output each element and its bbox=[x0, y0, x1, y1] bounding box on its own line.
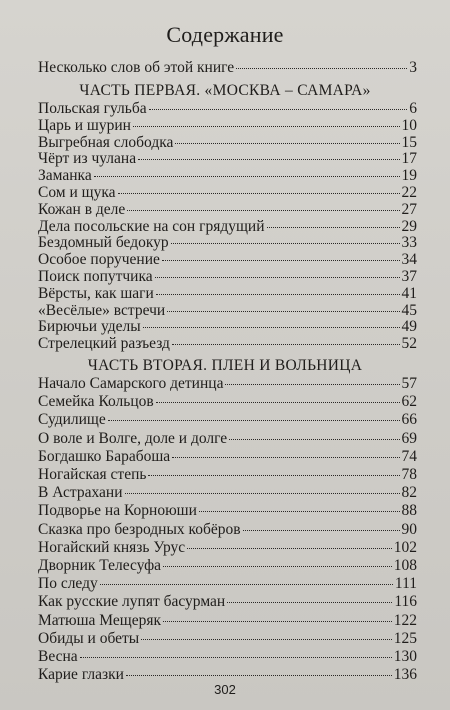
toc-entry bbox=[38, 335, 417, 353]
toc-entry-label: Вёрсты, как шаги bbox=[38, 284, 154, 302]
toc-entry-label: Стрелецкий разъезд bbox=[38, 335, 170, 353]
toc-entry bbox=[38, 167, 417, 185]
leader-dots bbox=[133, 126, 400, 127]
leader-dots bbox=[163, 621, 392, 622]
toc-entry-page: 116 bbox=[394, 593, 417, 611]
leader-dots bbox=[126, 675, 392, 676]
toc-entry-page: 37 bbox=[401, 268, 417, 285]
toc-entry bbox=[38, 521, 417, 539]
toc-entry-page: 19 bbox=[401, 167, 417, 185]
toc-entry bbox=[38, 648, 417, 666]
toc-entry-page: 33 bbox=[401, 234, 417, 252]
toc-entry-label: Дворник Телесуфа bbox=[38, 557, 162, 574]
toc-entry bbox=[38, 268, 417, 286]
leader-dots bbox=[187, 548, 392, 549]
toc-entry-page: 62 bbox=[401, 393, 417, 411]
leader-dots bbox=[243, 530, 400, 531]
toc-entry-label: Заманка bbox=[38, 167, 92, 185]
toc-entry-label: Обиды и обеты bbox=[38, 629, 140, 647]
toc-entry-page: 6 bbox=[409, 100, 417, 117]
toc-entry-label: Поиск попутчика bbox=[38, 268, 153, 285]
toc-entry-label: Судилище bbox=[38, 411, 106, 429]
toc-entry-label: Бирючьи уделы bbox=[38, 318, 141, 336]
toc-entry-page: 88 bbox=[401, 502, 417, 520]
toc-entry-label: Как русские лупят басурман bbox=[38, 593, 226, 611]
toc-entry-page: 3 bbox=[409, 59, 417, 76]
toc-entry bbox=[38, 201, 417, 219]
leader-dots bbox=[94, 176, 400, 177]
toc-entry-page: 125 bbox=[393, 629, 417, 647]
toc-entry bbox=[38, 234, 417, 252]
toc-entry-label: Сказка про безродных кобёров bbox=[38, 520, 241, 538]
toc-entry-page: 17 bbox=[401, 150, 417, 168]
toc-entry-label: Царь и шурин bbox=[38, 116, 131, 134]
toc-entry bbox=[38, 448, 417, 466]
toc-entry-page: 78 bbox=[401, 466, 417, 483]
toc-entry-label: «Весёлые» встречи bbox=[38, 301, 166, 319]
toc-entry-label: О воле и Волге, доле и долге bbox=[38, 429, 228, 447]
toc-entry bbox=[38, 430, 417, 448]
toc-entry bbox=[38, 630, 417, 648]
toc-entry-page: 45 bbox=[401, 301, 417, 319]
leader-dots bbox=[172, 344, 400, 345]
toc-entry bbox=[38, 251, 417, 269]
toc-entry-page: 66 bbox=[401, 411, 417, 429]
leader-dots bbox=[167, 311, 399, 312]
leader-dots bbox=[225, 384, 399, 385]
toc-entry-label: Особое поручение bbox=[38, 251, 160, 269]
leader-dots bbox=[127, 210, 399, 211]
toc-entry bbox=[38, 593, 417, 611]
toc-entry-page: 22 bbox=[401, 184, 417, 201]
toc-entry bbox=[38, 285, 417, 303]
leader-dots bbox=[171, 243, 400, 244]
toc-entry-label: Подворье на Корноюши bbox=[38, 502, 197, 520]
toc-entry-label: Ногайский князь Урус bbox=[38, 538, 186, 556]
toc-entry bbox=[38, 318, 417, 336]
toc-entry-label: В Астрахани bbox=[38, 484, 123, 502]
toc-entry-page: 122 bbox=[393, 611, 417, 629]
leader-dots bbox=[141, 639, 392, 640]
toc-entry-label: По следу bbox=[38, 575, 98, 593]
toc-entry-page: 82 bbox=[401, 484, 417, 502]
leader-dots bbox=[162, 260, 400, 261]
toc-entry-label: Чёрт из чулана bbox=[38, 150, 137, 168]
leader-dots bbox=[100, 584, 393, 585]
toc-entry-page: 34 bbox=[401, 251, 417, 269]
toc-entry-page: 27 bbox=[401, 200, 417, 218]
toc-entry-page: 29 bbox=[401, 217, 417, 235]
leader-dots bbox=[118, 193, 400, 194]
toc-entry-label: Сом и щука bbox=[38, 184, 116, 201]
toc-entry-page: 41 bbox=[401, 284, 417, 302]
toc-entry-intro bbox=[38, 59, 417, 77]
toc-entry-label: Польская гульба bbox=[38, 100, 147, 117]
toc-entry-page: 130 bbox=[393, 648, 417, 665]
leader-dots bbox=[156, 402, 400, 403]
toc-entry bbox=[38, 302, 417, 320]
toc-entry-label: Ногайская степь bbox=[38, 466, 147, 483]
toc-entry-label: Богдашко Барабоша bbox=[38, 447, 171, 465]
leader-dots bbox=[229, 439, 399, 440]
part-one-heading: ЧАСТЬ ПЕРВАЯ. «МОСКВА – САМАРА» bbox=[79, 82, 371, 99]
toc-entry bbox=[38, 150, 417, 168]
toc-entry-page: 57 bbox=[401, 375, 417, 392]
toc-entry-page: 102 bbox=[393, 538, 417, 556]
toc-entry bbox=[38, 411, 417, 429]
toc-entry-label: Начало Самарского детинца bbox=[38, 375, 224, 392]
toc-entry-label: Выгребная слободка bbox=[38, 133, 174, 151]
toc-entry-label: Кожан в деле bbox=[38, 200, 126, 218]
toc-entry bbox=[38, 134, 417, 152]
leader-dots bbox=[175, 143, 399, 144]
toc-entry-label: Несколько слов об этой книге bbox=[38, 59, 235, 76]
toc-entry bbox=[38, 218, 417, 236]
toc-entry-page: 69 bbox=[401, 429, 417, 447]
toc-entry bbox=[38, 557, 417, 575]
toc-entry-page: 52 bbox=[401, 335, 417, 353]
toc-entry-page: 74 bbox=[401, 447, 417, 465]
leader-dots bbox=[199, 511, 400, 512]
toc-entry bbox=[38, 117, 417, 135]
part-two-heading: ЧАСТЬ ВТОРАЯ. ПЛЕН И ВОЛЬНИЦА bbox=[87, 357, 363, 374]
leader-dots bbox=[267, 227, 400, 228]
leader-dots bbox=[80, 657, 392, 658]
toc-entry bbox=[38, 612, 417, 630]
leader-dots bbox=[156, 294, 400, 295]
toc-entry-label: Бездомный бедокур bbox=[38, 234, 169, 252]
toc-entry-label: Весна bbox=[38, 648, 78, 665]
toc-entry-page: 49 bbox=[401, 318, 417, 336]
toc-entry-page: 136 bbox=[393, 666, 417, 684]
toc-entry-label: Семейка Кольцов bbox=[38, 393, 154, 411]
leader-dots bbox=[163, 566, 392, 567]
toc-entry bbox=[38, 375, 417, 393]
toc-entry bbox=[38, 502, 417, 520]
page-number: 302 bbox=[214, 682, 236, 697]
toc-entry-label: Карие глазки bbox=[38, 666, 124, 684]
leader-dots bbox=[149, 109, 408, 110]
toc-entry-page: 15 bbox=[401, 133, 417, 151]
toc-entry bbox=[38, 184, 417, 202]
leader-dots bbox=[155, 277, 400, 278]
toc-entry-page: 108 bbox=[393, 557, 417, 574]
leader-dots bbox=[148, 475, 399, 476]
toc-entry bbox=[38, 484, 417, 502]
toc-entry bbox=[38, 393, 417, 411]
leader-dots bbox=[125, 493, 400, 494]
leader-dots bbox=[143, 327, 400, 328]
toc-entry-page: 10 bbox=[401, 116, 417, 134]
toc-entry bbox=[38, 100, 417, 118]
toc-entry bbox=[38, 466, 417, 484]
toc-entry bbox=[38, 539, 417, 557]
leader-dots bbox=[138, 159, 399, 160]
leader-dots bbox=[108, 420, 400, 421]
toc-entry-label: Дела посольские на сон грядущий bbox=[38, 217, 265, 235]
toc-entry-page: 90 bbox=[401, 520, 417, 538]
toc-entry bbox=[38, 575, 417, 593]
toc-entry-label: Матюша Мещеряк bbox=[38, 611, 161, 629]
leader-dots bbox=[172, 457, 399, 458]
toc-entry-page: 111 bbox=[394, 575, 417, 593]
leader-dots bbox=[236, 68, 407, 69]
leader-dots bbox=[227, 602, 392, 603]
page-title: Содержание bbox=[166, 22, 284, 47]
